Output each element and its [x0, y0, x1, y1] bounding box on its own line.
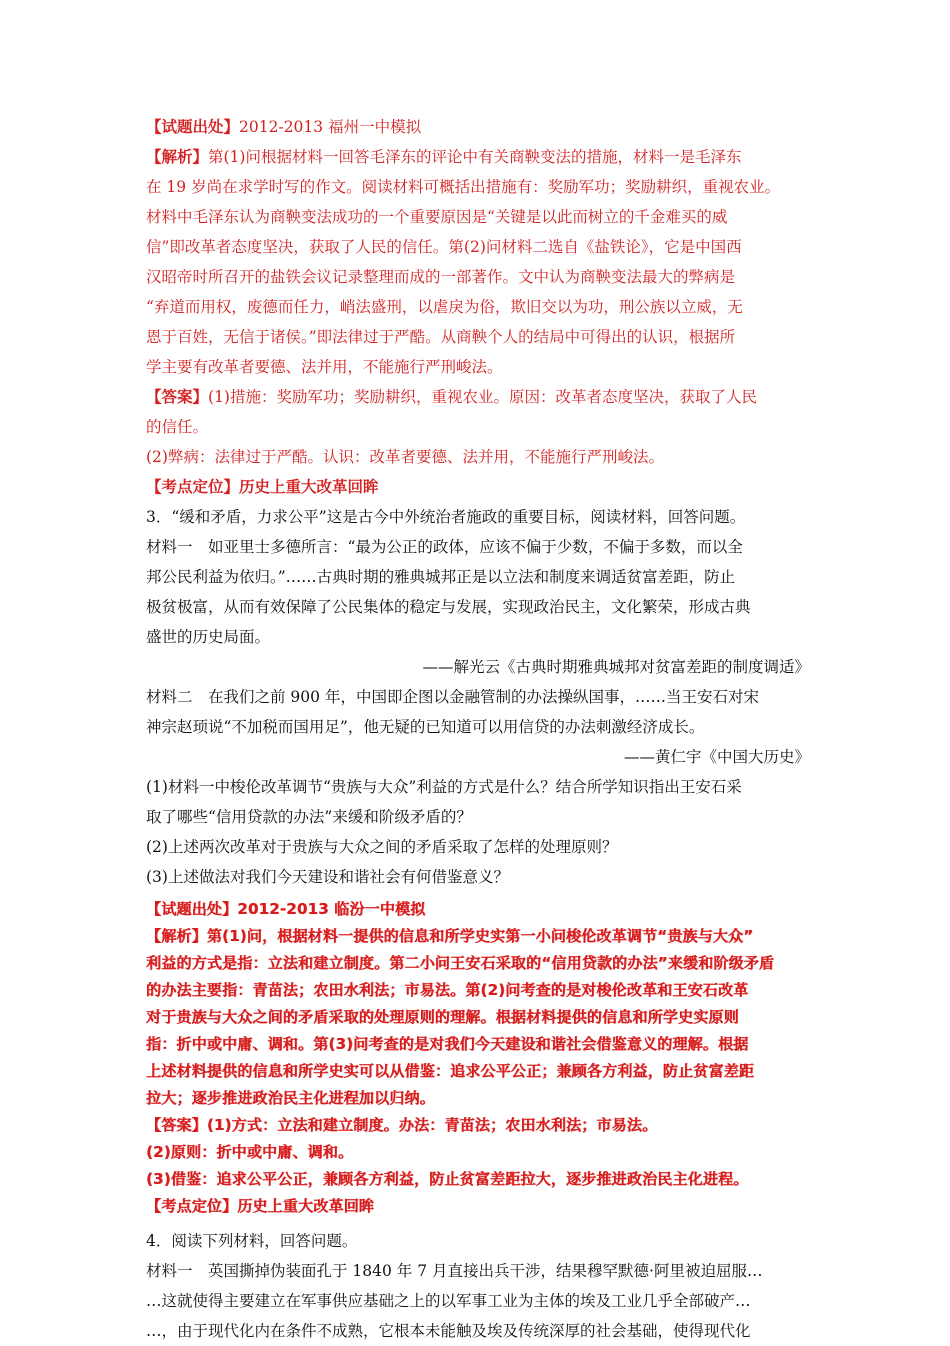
answer-text: (1)措施：奖励军功；奖励耕织，重视农业。原因：改革者态度坚决，获取了人民: [208, 388, 757, 406]
analysis-label: 【解析】: [146, 927, 207, 945]
answer-line: (2)弊病：法律过于严酷。认识：改革者要德、法并用，不能施行严刑峻法。: [146, 448, 664, 466]
analysis-block-2: [146, 896, 810, 1220]
sub-question: (3)上述做法对我们今天建设和谐社会有何借鉴意义？: [146, 868, 509, 886]
position-text: 历史上重大改革回眸: [237, 1197, 375, 1215]
material-line: 邦公民利益为依归。”……古典时期的雅典城邦正是以立法和制度来调适贫富差距，防止: [146, 568, 736, 586]
question-4: [146, 1226, 810, 1346]
position-line: [146, 1193, 810, 1220]
source-text: 2012-2013 临汾一中模拟: [237, 900, 426, 918]
source-line-2: [146, 896, 810, 923]
position-line: [146, 472, 810, 502]
analysis-line: 恩于百姓，无信于诸侯。”即法律过于严酷。从商鞅个人的结局中可得出的认识，根据所: [146, 328, 736, 346]
material-line: …，由于现代化内在条件不成熟，它根本未能触及埃及传统深厚的社会基础，使得现代化: [146, 1322, 751, 1340]
sub-question: 取了哪些“信用贷款的办法”来缓和阶级矛盾的？: [146, 808, 472, 826]
position-text: 历史上重大改革回眸: [239, 477, 379, 496]
question-line: 4．阅读下列材料，回答问题。: [146, 1232, 358, 1250]
analysis-line: 指：折中或中庸、调和。第(3)问考查的是对我们今天建设和谐社会借鉴意义的理解。根据: [146, 1035, 749, 1053]
answer-line: (3)借鉴：追求公平公正，兼顾各方利益，防止贫富差距拉大，逐步推进政治民主化进程。: [146, 1170, 749, 1188]
position-label: 【考点定位】: [146, 1197, 238, 1215]
analysis-line: [146, 923, 810, 950]
material-line: 盛世的历史局面。: [146, 628, 271, 646]
sub-question: (1)材料一中梭伦改革调节“贵族与大众”利益的方式是什么？结合所学知识指出王安石采: [146, 778, 742, 796]
question-line: 3．“缓和矛盾，力求公平”这是古今中外统治者施政的重要目标，阅读材料，回答问题。: [146, 508, 746, 526]
analysis-line: 对于贵族与大众之间的矛盾采取的处理原则的理解。根据材料提供的信息和所学史实原则: [146, 1008, 739, 1026]
material-line: 极贫极富，从而有效保障了公民集体的稳定与发展，实现政治民主，文化繁荣，形成古典: [146, 598, 751, 616]
document-content: [146, 112, 810, 1346]
material-line: 材料一 英国撕掉伪装面孔于 1840 年 7 月直接出兵干涉，结果穆罕默德·阿里被迫屈服…: [146, 1262, 763, 1280]
answer-label: 【答案】: [146, 387, 209, 406]
material-line: 神宗赵顼说“不加税而国用足”，他无疑的已知道可以用信贷的办法刺激经济成长。: [146, 718, 705, 736]
source-text: 2012-2013 福州一中模拟: [239, 118, 422, 136]
analysis-line: 汉昭帝时所召开的盐铁会议记录整理而成的一部著作。文中认为商鞅变法最大的弊病是: [146, 268, 736, 286]
source-label: 【试题出处】: [146, 900, 238, 918]
analysis-label: 【解析】: [146, 147, 209, 166]
analysis-text: 第(1)问根据材料一回答毛泽东的评论中有关商鞅变法的措施，材料一是毛泽东: [208, 148, 742, 166]
answer-line: (2)原则：折中或中庸、调和。: [146, 1143, 354, 1161]
answer-line: [146, 382, 810, 412]
analysis-text: 第(1)问，根据材料一提供的信息和所学史实第一小问梭伦改革调节“贵族与大众”: [206, 927, 754, 945]
analysis-line: 信”即改革者态度坚决，获取了人民的信任。第(2)问材料二选自《盐铁论》，它是中国西: [146, 238, 742, 256]
answer-line: [146, 1112, 810, 1139]
analysis-line: 材料中毛泽东认为商鞅变法成功的一个重要原因是“关键是以此而树立的千金难买的威: [146, 208, 728, 226]
analysis-line: 学主要有改革者要德、法并用，不能施行严刑峻法。: [146, 358, 503, 376]
material-source: ——解光云《古典时期雅典城邦对贫富差距的制度调适》: [422, 658, 810, 676]
answer-text: (1)方式：立法和建立制度。办法：青苗法；农田水利法；市易法。: [206, 1116, 658, 1134]
material-line: 材料二 在我们之前 900 年，中国即企图以金融管制的办法操纵国事，……当王安石对宋: [146, 688, 759, 706]
analysis-line: 的办法主要指：青苗法；农田水利法；市易法。第(2)问考查的是对梭伦改革和王安石改革: [146, 981, 749, 999]
answer-line: 的信任。: [146, 418, 209, 436]
analysis-line: “弃道而用权，废德而任力，峭法盛刑，以虐戾为俗，欺旧交以为功，刑公族以立威，无: [146, 298, 743, 316]
source-label: 【试题出处】: [146, 117, 240, 136]
analysis-line: 上述材料提供的信息和所学史实可以从借鉴：追求公平公正；兼顾各方利益，防止贫富差距: [146, 1062, 755, 1080]
analysis-line: 拉大；逐步推进政治民主化进程加以归纳。: [146, 1089, 435, 1107]
answer-label: 【答案】: [146, 1116, 207, 1134]
material-source: ——黄仁宇《中国大历史》: [623, 748, 810, 766]
material-line: 材料一 如亚里士多德所言：“最为公正的政体，应该不偏于少数，不偏于多数，而以全: [146, 538, 743, 556]
material-line: …这就使得主要建立在军事供应基础之上的以军事工业为主体的埃及工业几乎全部破产…: [146, 1292, 751, 1310]
source-line-1: [146, 112, 810, 142]
analysis-line: 利益的方式是指：立法和建立制度。第二小问王安石采取的“信用贷款的办法”来缓和阶级矛盾: [146, 954, 775, 972]
analysis-line: [146, 142, 810, 172]
analysis-line: 在 19 岁尚在求学时写的作文。阅读材料可概括出措施有：奖励军功；奖励耕织，重视农业。: [146, 178, 781, 196]
position-label: 【考点定位】: [146, 477, 240, 496]
sub-question: (2)上述两次改革对于贵族与大众之间的矛盾采取了怎样的处理原则？: [146, 838, 618, 856]
